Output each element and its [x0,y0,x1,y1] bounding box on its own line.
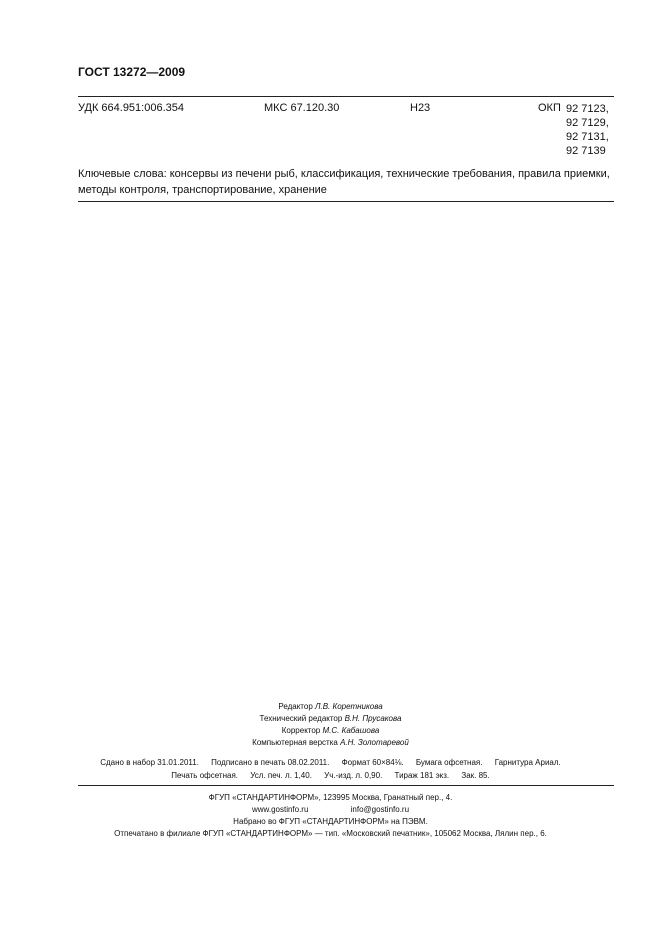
print-sheets: Усл. печ. л. 1,40. [250,771,312,780]
okp-value: 92 7129, [566,117,609,129]
print-format: Формат 60×84⅛. [341,758,404,767]
okp-value: 92 7131, [566,131,609,143]
group-code: Н23 [410,102,431,114]
credit-name: В.Н. Прусакова [344,714,402,723]
publisher-website[interactable]: www.gostinfo.ru [251,805,309,814]
credit-layout [0,737,661,749]
credits-block [0,701,661,749]
keywords-divider [78,201,614,202]
print-run: Тираж 181 экз. [394,771,450,780]
order-number: Зак. 85. [461,771,490,780]
credit-corrector [0,725,661,737]
udk-code: УДК 664.951:006.354 [78,102,184,114]
credit-name: Л.В. Коретникова [315,702,383,711]
printing-type: Печать офсетная. [171,771,238,780]
paper-type: Бумага офсетная. [415,758,483,767]
keywords-block [78,166,618,198]
publisher-contacts [0,805,661,814]
submitted-date: Сдано в набор 31.01.2011. [100,758,199,767]
publisher-address: ФГУП «СТАНДАРТИНФОРМ», 123995 Москва, Гранатный пер., 4. [208,793,453,802]
typeface: Гарнитура Ариал. [494,758,561,767]
okp-label: ОКП [538,102,561,114]
signed-date: Подписано в печать 08.02.2011. [211,758,330,767]
okp-value: 92 7123, [566,103,609,115]
credit-role: Редактор [278,702,313,711]
print-info-line1 [0,758,661,767]
credit-name: А.Н. Золотаревой [340,738,409,747]
okp-value: 92 7139 [566,145,606,157]
credit-editor [0,701,661,713]
credit-role: Корректор [281,726,321,735]
credit-name: М.С. Кабашова [322,726,380,735]
credit-role: Технический редактор [259,714,343,723]
mks-code: МКС 67.120.30 [264,102,340,114]
gost-code: ГОСТ 13272—2009 [78,65,186,79]
top-divider [78,96,614,97]
credit-role: Компьютерная верстка [252,738,338,747]
keywords-label: Ключевые слова: [78,168,167,180]
printed-note: Отпечатано в филиале ФГУП «СТАНДАРТИНФОРМ» — тип. «Московский печатник», 105062 Москва, Лялин пер., 6. [114,829,547,838]
credit-tech-editor [0,713,661,725]
print-info-line2 [0,771,661,780]
publisher-divider [78,785,614,786]
typeset-note: Набрано во ФГУП «СТАНДАРТИНФОРМ» на ПЭВМ. [233,817,428,826]
keywords-text: консервы из печени рыб, классификация, технические требования, правила приемки, методы контроля, транспортирование, хранение [78,168,610,196]
okp-values [566,102,609,158]
publishing-sheets: Уч.-изд. л. 0,90. [324,771,383,780]
publisher-email[interactable]: info@gostinfo.ru [350,805,410,814]
